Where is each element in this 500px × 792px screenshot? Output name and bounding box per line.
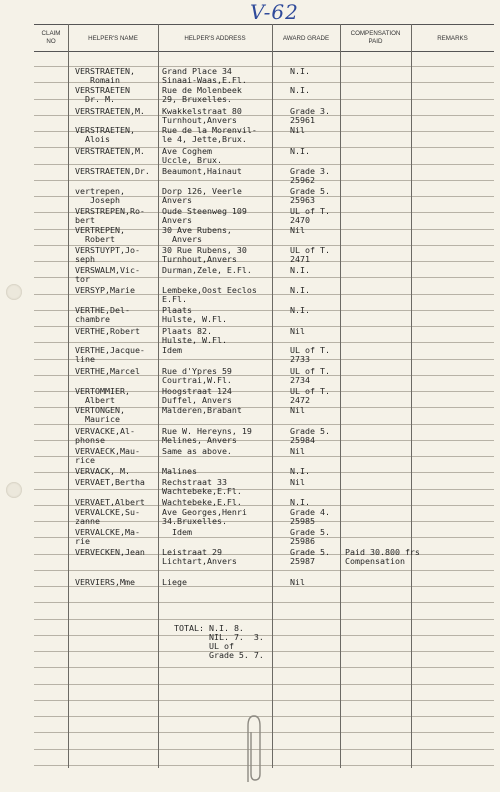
table-row bbox=[0, 387, 500, 403]
helper-name-cell: VERVAECK,Mau- rice bbox=[75, 446, 140, 465]
award-grade-cell: Nil bbox=[290, 326, 305, 336]
table-row bbox=[0, 246, 500, 262]
table-row bbox=[0, 67, 500, 83]
helper-address-cell: Dorp 126, Veerle Anvers bbox=[162, 186, 242, 205]
row-rule bbox=[34, 700, 494, 701]
helper-address-cell: Malines bbox=[162, 466, 197, 476]
helper-address-cell: 30 Rue Rubens, 30 Turnhout,Anvers bbox=[162, 245, 247, 264]
award-grade-cell: UL of T. 2471 bbox=[290, 245, 330, 264]
helper-address-cell: Same as above. bbox=[162, 446, 232, 456]
row-rule bbox=[34, 164, 494, 165]
compensation-cell: Paid 30.800 frs Compensation bbox=[345, 547, 420, 566]
award-grade-cell: N.I. bbox=[290, 285, 310, 295]
table-row bbox=[0, 306, 500, 322]
helper-name-cell: VERTONGEN, Maurice bbox=[75, 405, 125, 424]
helper-name-cell: VERVACK, M. bbox=[75, 466, 130, 476]
table-row bbox=[0, 187, 500, 203]
helper-address-cell: Rue d'Ypres 59 Courtrai,W.Fl. bbox=[162, 366, 232, 385]
award-grade-cell: Nil bbox=[290, 477, 305, 487]
row-rule bbox=[34, 684, 494, 685]
helper-name-cell: VERSTRAETEN, Romain bbox=[75, 66, 135, 85]
helper-name-cell: VERTOMMIER, Albert bbox=[75, 386, 130, 405]
table-row bbox=[0, 226, 500, 242]
award-grade-cell: N.I. bbox=[290, 66, 310, 76]
helper-address-cell: Rue de Molenbeek 29, Bruxelles. bbox=[162, 85, 242, 104]
paper-clip-icon bbox=[240, 714, 266, 784]
header-compensation-paid: COMPENSATION PAID bbox=[350, 30, 401, 45]
top-rule bbox=[34, 24, 494, 25]
award-grade-cell: Nil bbox=[290, 405, 305, 415]
helper-address-cell: Hoogstraat 124 Duffel, Anvers bbox=[162, 386, 232, 405]
award-grade-cell: Nil bbox=[290, 225, 305, 235]
helper-name-cell: VERSTRAETEN,M. bbox=[75, 146, 145, 156]
helper-name-cell: VERSTRAETEN, Alois bbox=[75, 125, 135, 144]
helper-address-cell: Idem bbox=[162, 345, 182, 355]
table-row bbox=[0, 447, 500, 463]
award-grade-cell: Grade 5. 25987 bbox=[290, 547, 330, 566]
helper-name-cell: vertrepen, Joseph bbox=[75, 186, 125, 205]
helper-address-cell: Kwakkelstraat 80 Turnhout,Anvers bbox=[162, 106, 242, 125]
row-rule bbox=[34, 619, 494, 620]
row-rule bbox=[34, 424, 494, 425]
header-award-grade: AWARD GRADE bbox=[282, 35, 330, 42]
award-grade-cell: UL of T. 2734 bbox=[290, 366, 330, 385]
helper-address-cell: Plaats 82. Hulste, W.Fl. bbox=[162, 326, 227, 345]
helper-name-cell: VERTHE,Jacque- line bbox=[75, 345, 145, 364]
award-grade-cell: Nil bbox=[290, 577, 305, 587]
header-rule bbox=[34, 51, 494, 52]
award-grade-cell: Nil bbox=[290, 125, 305, 135]
award-grade-cell: Grade 4. 25985 bbox=[290, 507, 330, 526]
table-row bbox=[0, 167, 500, 183]
table-row bbox=[0, 207, 500, 223]
helper-name-cell: VERSTUYPT,Jo- seph bbox=[75, 245, 140, 264]
totals-block: TOTAL: N.I. 8. NIL. 7. 3. UL of Grade 5. 7. bbox=[174, 623, 264, 660]
table-row bbox=[0, 286, 500, 302]
helper-address-cell: 30 Ave Rubens, Anvers bbox=[162, 225, 232, 244]
header-helpers-name: HELPER'S NAME bbox=[88, 35, 138, 42]
award-grade-cell: Grade 5. 25984 bbox=[290, 426, 330, 445]
helper-address-cell: Plaats Hulste, W.Fl. bbox=[162, 305, 227, 324]
table-row bbox=[0, 528, 500, 544]
header-remarks: REMARKS bbox=[437, 35, 468, 42]
award-grade-cell: N.I. bbox=[290, 497, 310, 507]
row-rule bbox=[34, 635, 494, 636]
award-grade-cell: UL of T. 2472 bbox=[290, 386, 330, 405]
header-claim-no: CLAIM NO bbox=[41, 30, 61, 45]
row-rule bbox=[34, 570, 494, 571]
helper-name-cell: VERTHE,Robert bbox=[75, 326, 140, 336]
table-row bbox=[0, 147, 500, 163]
helper-name-cell: VERTREPEN, Robert bbox=[75, 225, 125, 244]
helper-address-cell: Lembeke,Oost Eeclos E.Fl. bbox=[162, 285, 257, 304]
award-grade-cell: Grade 5. 25963 bbox=[290, 186, 330, 205]
row-rule bbox=[34, 667, 494, 668]
helper-name-cell: VERSWALM,Vic- tor bbox=[75, 265, 140, 284]
award-grade-cell: UL of T. 2470 bbox=[290, 206, 330, 225]
table-row bbox=[0, 346, 500, 362]
helper-address-cell: Ave Georges,Henri 34.Bruxelles. bbox=[162, 507, 247, 526]
award-grade-cell: N.I. bbox=[290, 85, 310, 95]
helper-name-cell: VERSTREPEN,Ro- bert bbox=[75, 206, 145, 225]
helper-name-cell: VERSTRAETEN Dr. M. bbox=[75, 85, 130, 104]
helper-address-cell: Rechstraat 33 Wachtebeke,E.Fl. bbox=[162, 477, 242, 496]
table-row bbox=[0, 266, 500, 282]
helper-name-cell: VERVALCKE,Ma- rie bbox=[75, 527, 140, 546]
award-grade-cell: N.I. bbox=[290, 146, 310, 156]
helper-address-cell: Liege bbox=[162, 577, 187, 587]
helper-address-cell: Beaumont,Hainaut bbox=[162, 166, 242, 176]
helper-name-cell: VERVIERS,Mme bbox=[75, 577, 135, 587]
table-row bbox=[0, 406, 500, 422]
table-row bbox=[0, 367, 500, 383]
helper-address-cell: Rue de la Morenvil- le 4, Jette,Brux. bbox=[162, 125, 257, 144]
helper-name-cell: VERVAET,Albert bbox=[75, 497, 145, 507]
helper-name-cell: VERSTRAETEN,M. bbox=[75, 106, 145, 116]
helper-name-cell: VERVAET,Bertha bbox=[75, 477, 145, 487]
table-row bbox=[0, 86, 500, 102]
award-grade-cell: N.I. bbox=[290, 265, 310, 275]
award-grade-cell: N.I. bbox=[290, 305, 310, 315]
helper-name-cell: VERVACKE,Al- phonse bbox=[75, 426, 135, 445]
helper-address-cell: Rue W. Hereyns, 19 Melines, Anvers bbox=[162, 426, 252, 445]
helper-address-cell: Grand Place 34 Sinaai-Waas,E.Fl. bbox=[162, 66, 247, 85]
award-grade-cell: Nil bbox=[290, 446, 305, 456]
helper-address-cell: Wachtebeke,E.Fl. bbox=[162, 497, 242, 507]
handwritten-file-number: V-62 bbox=[250, 0, 299, 24]
row-rule bbox=[34, 651, 494, 652]
header-helpers-address: HELPER'S ADDRESS bbox=[184, 35, 246, 42]
helper-name-cell: VERTHE,Marcel bbox=[75, 366, 140, 376]
award-grade-cell: N.I. bbox=[290, 466, 310, 476]
table-row bbox=[0, 427, 500, 443]
helper-name-cell: VERVALCKE,Su- zanne bbox=[75, 507, 140, 526]
table-row bbox=[0, 508, 500, 524]
helper-name-cell: VERTHE,Del- chambre bbox=[75, 305, 130, 324]
helper-address-cell: Oude Steenweg 109 Anvers bbox=[162, 206, 247, 225]
table-row bbox=[0, 327, 500, 343]
helper-name-cell: VERSYP,Marie bbox=[75, 285, 135, 295]
award-grade-cell: UL of T. 2733 bbox=[290, 345, 330, 364]
helper-address-cell: Idem bbox=[162, 527, 192, 537]
helper-address-cell: Ave Coghem Uccle, Brux. bbox=[162, 146, 222, 165]
helper-address-cell: Leistraat 29 Lichtart,Anvers bbox=[162, 547, 237, 566]
row-rule bbox=[34, 602, 494, 603]
award-grade-cell: Grade 5. 25986 bbox=[290, 527, 330, 546]
helper-address-cell: Durman,Zele, E.Fl. bbox=[162, 265, 252, 275]
table-row bbox=[0, 548, 500, 564]
table-row bbox=[0, 578, 500, 594]
helper-name-cell: VERSTRAETEN,Dr. bbox=[75, 166, 150, 176]
table-row bbox=[0, 107, 500, 123]
table-row bbox=[0, 126, 500, 142]
helper-name-cell: VERVECKEN,Jean bbox=[75, 547, 145, 557]
award-grade-cell: Grade 3. 25962 bbox=[290, 166, 330, 185]
helper-address-cell: Malderen,Brabant bbox=[162, 405, 242, 415]
table-row bbox=[0, 478, 500, 494]
award-grade-cell: Grade 3. 25961 bbox=[290, 106, 330, 125]
